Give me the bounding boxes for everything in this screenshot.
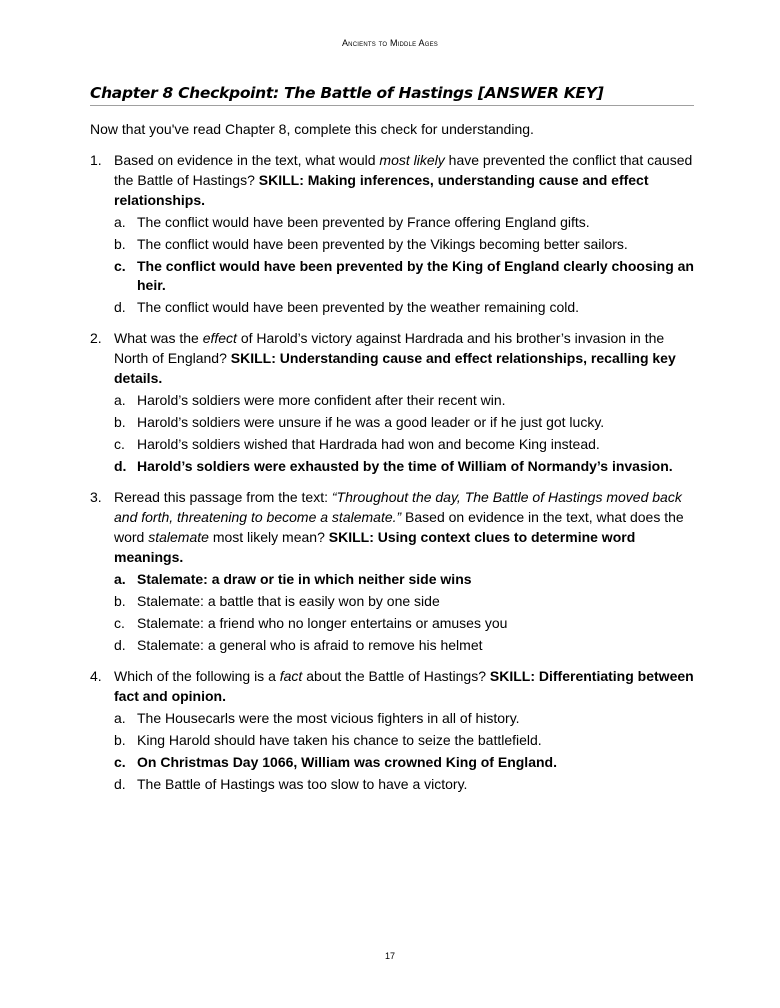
option-letter: d.: [114, 299, 126, 315]
option-text: Harold’s soldiers were exhausted by the time of William of Normandy’s invasion.: [137, 458, 673, 474]
option-letter: b.: [114, 414, 126, 430]
skill-label: SKILL: Differentiating between fact and opinion.: [114, 668, 694, 704]
answer-option: [114, 731, 694, 750]
option-letter: a.: [114, 392, 126, 408]
stem-text: most likely mean?: [208, 529, 329, 545]
option-text: The conflict would have been prevented by the King of England clearly choosing an heir.: [137, 258, 694, 293]
option-letter: c.: [114, 436, 125, 452]
option-text: On Christmas Day 1066, William was crowned King of England.: [137, 754, 557, 770]
option-letter: d.: [114, 637, 126, 653]
stem-text: Which of the following is a: [114, 668, 280, 684]
answer-option: [114, 298, 694, 317]
running-header: Ancients to Middle Ages: [341, 38, 438, 48]
option-text: Stalemate: a general who is afraid to remove his helmet: [137, 637, 483, 653]
option-letter: a.: [114, 710, 126, 726]
answer-option: [114, 213, 694, 232]
option-letter: a.: [114, 571, 126, 587]
option-letter: b.: [114, 732, 126, 748]
option-text: Harold’s soldiers were unsure if he was a good leader or if he just got lucky.: [137, 414, 605, 430]
answer-option: [114, 391, 694, 410]
question-number: 2.: [90, 330, 102, 346]
stem-text: stalemate: [148, 529, 209, 545]
answer-option: [114, 709, 694, 728]
stem-text: fact: [279, 668, 303, 684]
answer-option-correct: [114, 570, 694, 589]
option-text: Stalemate: a battle that is easily won by one side: [137, 593, 440, 609]
stem-text: have prevented the conflict that caused the Battle of Hastings?: [114, 152, 693, 188]
question-stem: [114, 328, 694, 388]
option-letter: d.: [114, 458, 127, 474]
option-letter: c.: [114, 258, 126, 274]
stem-text: effect: [202, 330, 237, 346]
option-text: King Harold should have taken his chance to seize the battlefield.: [137, 732, 542, 748]
stem-text: most likely: [379, 152, 445, 168]
option-letter: c.: [114, 615, 125, 631]
stem-text: What was the: [114, 330, 203, 346]
page-title: Chapter 8 Checkpoint: The Battle of Hastings [ANSWER KEY]: [90, 84, 694, 106]
answer-options: [90, 709, 694, 794]
question-number: 4.: [90, 668, 102, 684]
option-text: Harold’s soldiers wished that Hardrada had won and become King instead.: [137, 436, 600, 452]
question-4: [90, 666, 694, 794]
skill-label: SKILL: Using context clues to determine word meanings.: [114, 529, 636, 565]
stem-text: Reread this passage from the text:: [114, 489, 332, 505]
question-1: [90, 150, 694, 317]
option-text: The Housecarls were the most vicious fighters in all of history.: [137, 710, 520, 726]
option-letter: b.: [114, 593, 126, 609]
option-letter: c.: [114, 754, 126, 770]
stem-text: Based on evidence in the text, what would: [114, 152, 380, 168]
option-text: The conflict would have been prevented by the Vikings becoming better sailors.: [137, 236, 628, 252]
question-stem: [114, 150, 694, 210]
page-number: 17: [384, 951, 395, 961]
skill-label: SKILL: Making inferences, understanding cause and effect relationships.: [114, 172, 649, 208]
option-letter: d.: [114, 776, 126, 792]
option-text: Harold’s soldiers were more confident after their recent win.: [137, 392, 506, 408]
option-text: The Battle of Hastings was too slow to have a victory.: [137, 776, 468, 792]
answer-option: [114, 435, 694, 454]
option-text: The conflict would have been prevented by France offering England gifts.: [137, 214, 590, 230]
answer-option: [114, 636, 694, 655]
answer-options: [90, 391, 694, 476]
stem-text: Based on evidence in the text, what does the word: [114, 509, 684, 545]
skill-label: SKILL: Understanding cause and effect relationships, recalling key details.: [114, 350, 676, 386]
question-number: 1.: [90, 152, 102, 168]
answer-option: [114, 592, 694, 611]
answer-option: [114, 235, 694, 254]
stem-text: about the Battle of Hastings?: [302, 668, 490, 684]
intro-text: Now that you've read Chapter 8, complete this check for understanding.: [90, 121, 534, 137]
answer-option: [114, 614, 694, 633]
answer-option-correct: [114, 753, 694, 772]
option-text: Stalemate: a friend who no longer entertains or amuses you: [137, 615, 508, 631]
question-list: [90, 150, 694, 794]
page-content: [90, 84, 694, 794]
answer-option-correct: [114, 257, 694, 295]
option-text: The conflict would have been prevented by the weather remaining cold.: [137, 299, 580, 315]
question-2: [90, 328, 694, 476]
stem-text: of Harold’s victory against Hardrada and his brother’s invasion in the North of England?: [114, 330, 665, 366]
option-text: Stalemate: a draw or tie in which neither side wins: [137, 571, 472, 587]
question-3: [90, 487, 694, 655]
answer-option: [114, 775, 694, 794]
stem-text: “Throughout the day, The Battle of Hastings moved back and forth, threatening to become a stalemate.”: [114, 489, 682, 525]
answer-option: [114, 413, 694, 432]
answer-options: [90, 213, 694, 317]
question-stem: [114, 666, 694, 706]
answer-options: [90, 570, 694, 655]
option-letter: a.: [114, 214, 126, 230]
question-stem: [114, 487, 694, 567]
option-letter: b.: [114, 236, 126, 252]
question-number: 3.: [90, 489, 102, 505]
answer-option-correct: [114, 457, 694, 476]
